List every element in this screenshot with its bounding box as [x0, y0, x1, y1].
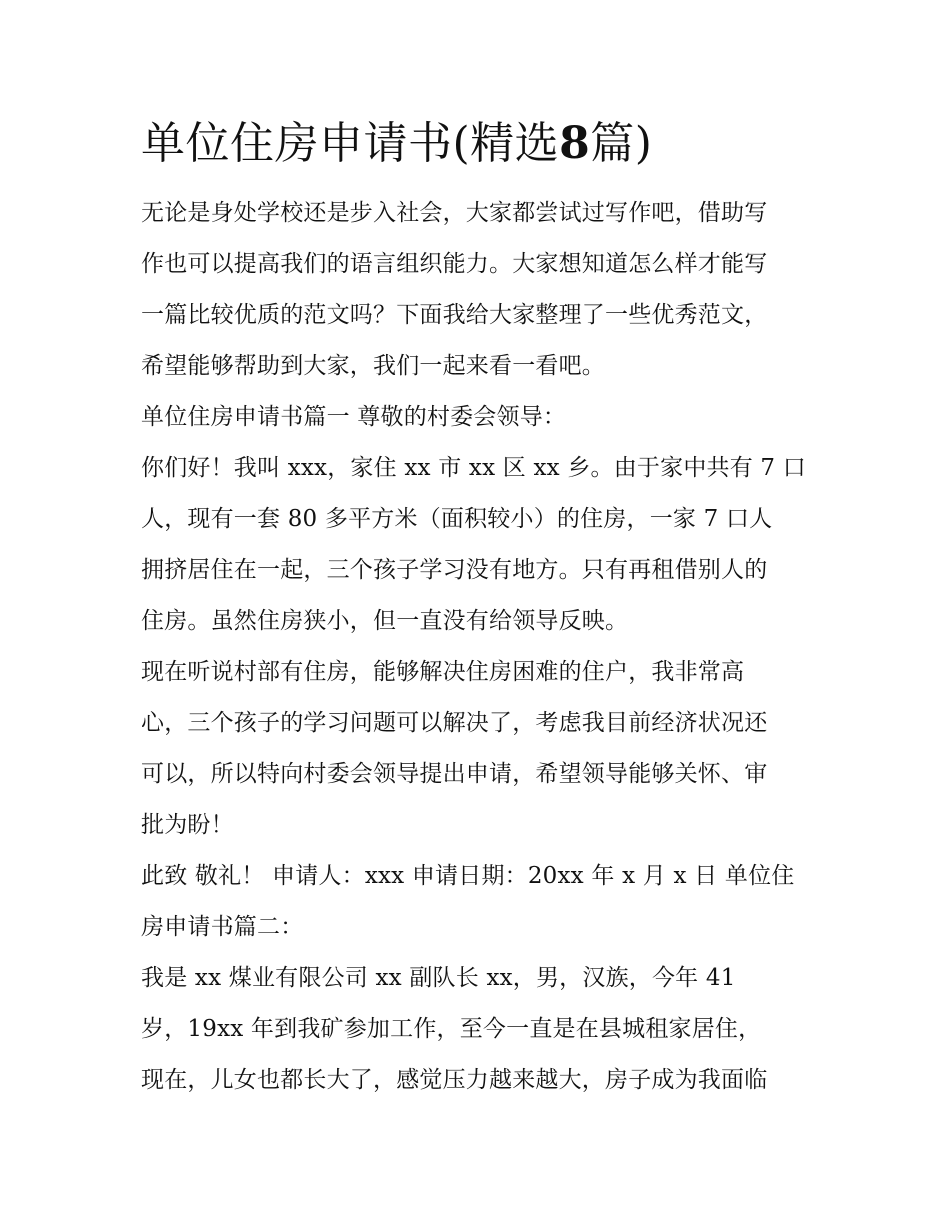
body-line: 现在听说村部有住房，能够解决住房困难的住户，我非常高: [141, 659, 745, 685]
body-line: 现在，儿女也都长大了，感觉压力越来越大，房子成为我面临: [141, 1067, 768, 1093]
body-line: 作也可以提高我们的语言组织能力。大家想知道怎么样才能写: [141, 251, 768, 277]
body-line: 批为盼！: [141, 812, 234, 838]
body-line: 你们好！我叫 xxx，家住 xx 市 xx 区 xx 乡。由于家中共有 7 口: [141, 455, 806, 481]
body-line: 拥挤居住在一起，三个孩子学习没有地方。只有再租借别人的: [141, 557, 768, 583]
body-line: 可以，所以特向村委会领导提出申请，希望领导能够关怀、审: [141, 761, 768, 787]
body-line: 心，三个孩子的学习问题可以解决了，考虑我目前经济状况还: [141, 710, 768, 736]
document-title: [141, 112, 813, 176]
body-line: 一篇比较优质的范文吗？下面我给大家整理了一些优秀范文，: [141, 302, 768, 328]
body-line: 住房。虽然住房狭小，但一直没有给领导反映。: [141, 608, 629, 634]
signature-line: 此致 敬礼！ 申请人：xxx 申请日期：20xx 年 x 月 x 日 单位住: [141, 863, 795, 889]
body-line: 岁，19xx 年到我矿参加工作，至今一直是在县城租家居住，: [141, 1016, 762, 1042]
document-body: [141, 188, 813, 1106]
body-line: 我是 xx 煤业有限公司 xx 副队长 xx，男，汉族，今年 41: [141, 965, 736, 991]
section-heading-line: 房申请书篇二：: [141, 914, 304, 940]
body-line: 希望能够帮助到大家，我们一起来看一看吧。: [141, 353, 605, 379]
document-page: [141, 112, 813, 1106]
body-line: 人，现有一套 80 多平方米（面积较小）的住房，一家 7 口人: [141, 506, 773, 532]
body-line: 无论是身处学校还是步入社会，大家都尝试过写作吧，借助写: [141, 200, 768, 226]
title-prefix: 单位住房申请书(精选: [141, 118, 560, 169]
section-heading-line: 单位住房申请书篇一 尊敬的村委会领导：: [141, 404, 567, 430]
title-number: 8: [559, 118, 591, 169]
title-suffix: 篇): [590, 118, 653, 169]
